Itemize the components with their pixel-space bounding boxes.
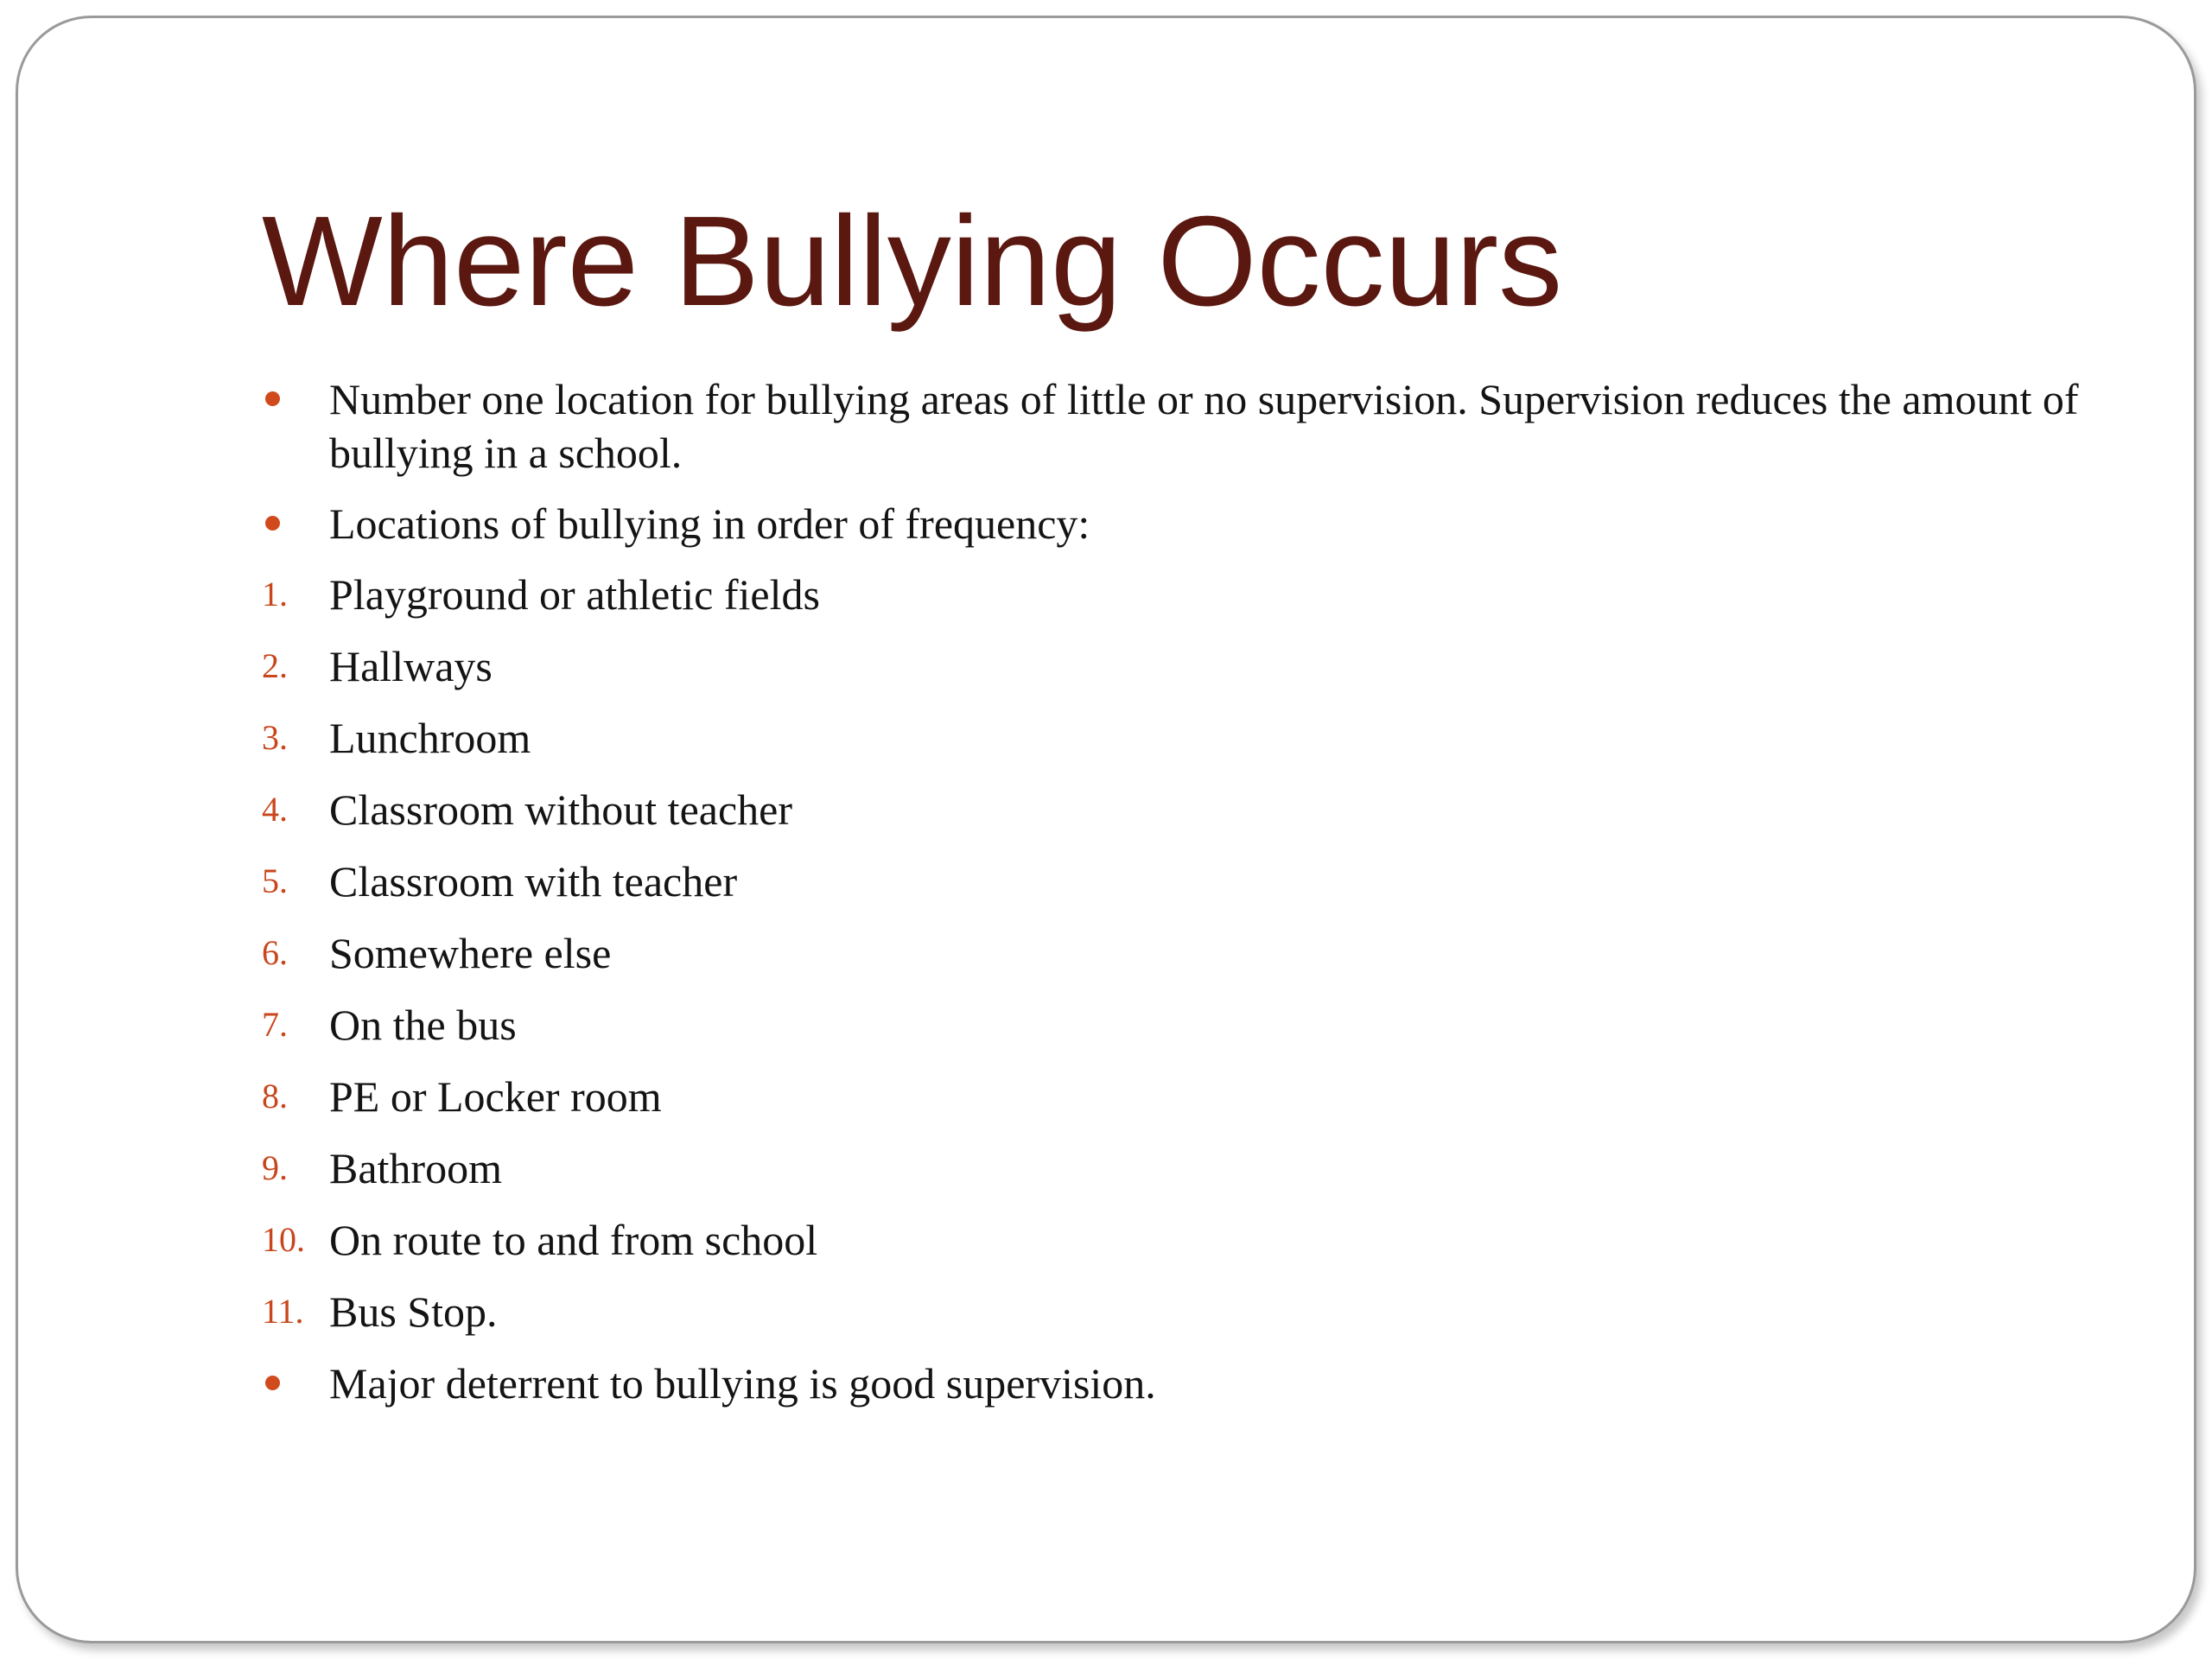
slide-content-list (262, 372, 2094, 1427)
location-number: 7. (262, 1005, 288, 1044)
bullet-text: Number one location for bullying areas of little or no supervision. Supervision reduces the amount of bullying in a school. (329, 375, 2079, 477)
location-number: 10. (262, 1220, 305, 1259)
location-text: Bus Stop. (329, 1287, 498, 1336)
location-text: Playground or athletic fields (329, 570, 820, 619)
location-text: Lunchroom (329, 714, 531, 762)
location-item (262, 998, 2094, 1052)
location-text: PE or Locker room (329, 1072, 662, 1121)
location-item (262, 783, 2094, 836)
location-item (262, 568, 2094, 621)
bullet-item (262, 1357, 2094, 1410)
location-text: Hallways (329, 642, 493, 690)
location-item (262, 1141, 2094, 1195)
bullet-dot-icon (265, 516, 280, 531)
bullet-item (262, 497, 2094, 550)
location-number: 11. (262, 1292, 304, 1331)
location-number: 3. (262, 718, 288, 757)
location-number: 1. (262, 575, 288, 613)
location-text: Classroom without teacher (329, 785, 792, 834)
location-item (262, 711, 2094, 765)
bullet-dot-icon (265, 391, 280, 406)
location-item (262, 855, 2094, 908)
bullet-text: Major deterrent to bullying is good supervision. (329, 1359, 1156, 1408)
location-text: Somewhere else (329, 929, 612, 977)
location-item (262, 1285, 2094, 1338)
bullet-text: Locations of bullying in order of frequency: (329, 499, 1090, 548)
location-text: Classroom with teacher (329, 857, 738, 906)
location-number: 9. (262, 1148, 288, 1187)
location-number: 8. (262, 1077, 288, 1116)
location-number: 6. (262, 933, 288, 972)
location-text: Bathroom (329, 1144, 502, 1192)
bullet-dot-icon (265, 1376, 280, 1390)
location-text: On route to and from school (329, 1216, 818, 1264)
location-item (262, 639, 2094, 693)
slide-title: Where Bullying Occurs (262, 190, 1563, 333)
location-number: 4. (262, 790, 288, 829)
location-number: 5. (262, 861, 288, 900)
bullet-item (262, 372, 2094, 480)
location-text: On the bus (329, 1001, 517, 1049)
location-item (262, 926, 2094, 980)
location-item (262, 1213, 2094, 1267)
slide-frame (16, 16, 2196, 1643)
location-number: 2. (262, 646, 288, 685)
location-item (262, 1070, 2094, 1123)
